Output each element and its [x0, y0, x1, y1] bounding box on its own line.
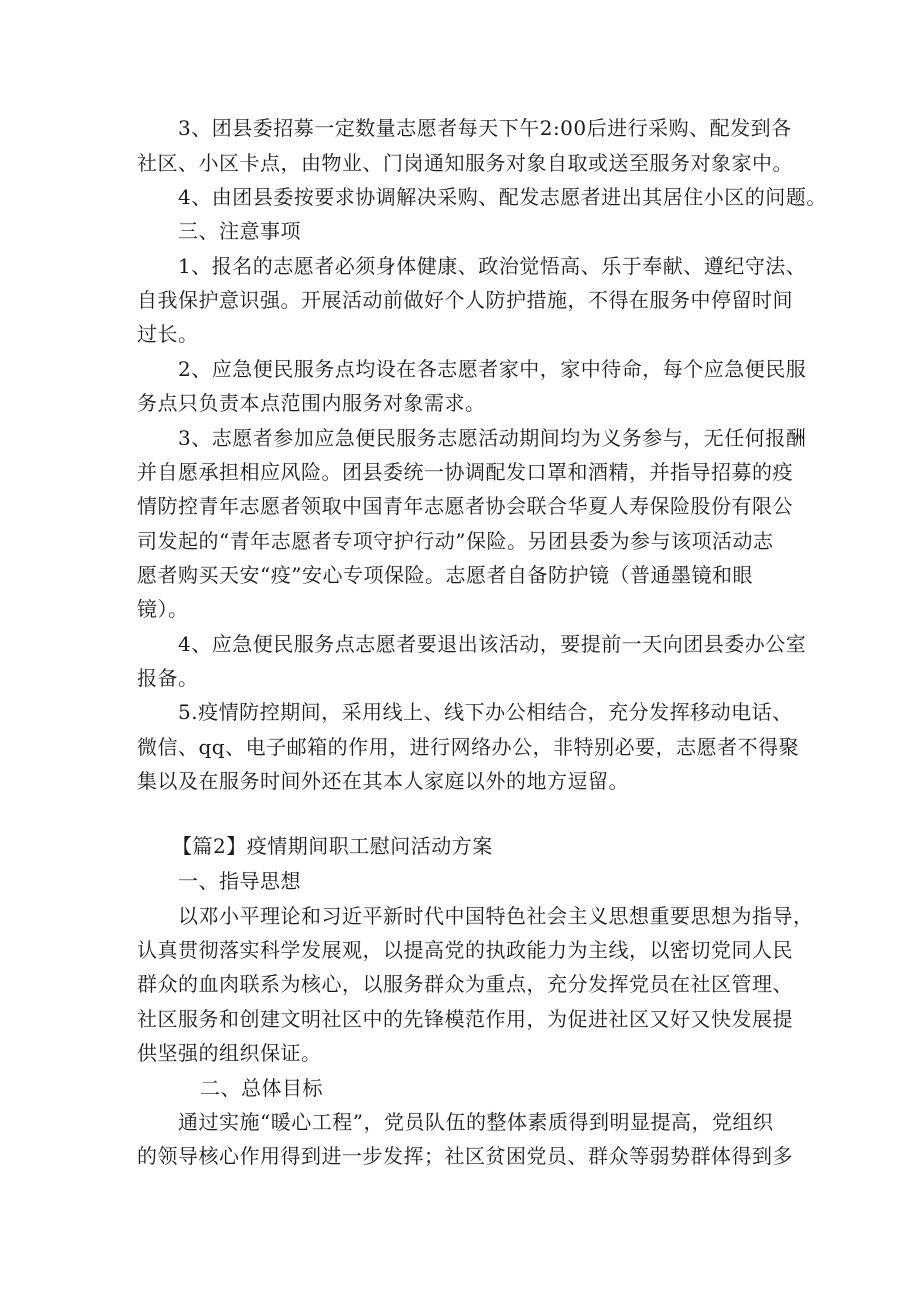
paragraph-line: 5.疫情防控期间，采用线上、线下办公相结合，充分发挥移动电话、	[178, 700, 793, 724]
section-heading: 一、指导思想	[178, 869, 301, 893]
paragraph-line: 通过实施“暖心工程”，党员队伍的整体素质得到明显提高，党组织	[178, 1110, 774, 1134]
paragraph-line: 集以及在服务时间外还在其本人家庭以外的地方逗留。	[137, 769, 629, 793]
paragraph-line: 镜）。	[137, 597, 189, 621]
paragraph-line: 报备。	[137, 666, 199, 690]
paragraph-line: 4、由团县委按要求协调解决采购、配发志愿者进出其居住小区的问题。	[178, 185, 827, 209]
paragraph-line: 社区服务和创建文明社区中的先锋模范作用，为促进社区又好又快发展提	[137, 1007, 793, 1031]
paragraph-line: 社区、小区卡点，由物业、门岗通知服务对象自取或送至服务对象家中。	[137, 151, 793, 175]
section-heading: 二、总体目标	[200, 1076, 323, 1100]
paragraph-line: 过长。	[137, 322, 199, 346]
paragraph-line: 3、志愿者参加应急便民服务志愿活动期间均为义务参与，无任何报酬	[178, 426, 807, 450]
paragraph-line: 供坚强的组织保证。	[137, 1041, 322, 1065]
paragraph-line: 自我保护意识强。开展活动前做好个人防护措施，不得在服务中停留时间	[137, 288, 793, 312]
article-title: 【篇2】疫情期间职工慰问活动方案	[172, 834, 493, 858]
paragraph-line: 群众的血肉联系为核心，以服务群众为重点，充分发挥党员在社区管理、	[137, 972, 793, 996]
paragraph-line: 2、应急便民服务点均设在各志愿者家中，家中待命，每个应急便民服	[178, 357, 807, 381]
paragraph-line: 愿者购买天安“疫”安心专项保险。志愿者自备防护镜（普通墨镜和眼	[137, 563, 753, 587]
paragraph-line: 务点只负责本点范围内服务对象需求。	[137, 391, 486, 415]
paragraph-line: 并自愿承担相应风险。团县委统一协调配发口罩和酒精，并指导招募的疫	[137, 460, 793, 484]
paragraph-line: 认真贯彻落实科学发展观，以提高党的执政能力为主线，以密切党同人民	[137, 938, 793, 962]
paragraph-line: 4、应急便民服务点志愿者要退出该活动，要提前一天向团县委办公室	[178, 632, 807, 656]
paragraph-line: 以邓小平理论和习近平新时代中国特色社会主义思想重要思想为指导，	[178, 904, 814, 928]
paragraph-line: 1、报名的志愿者必须身体健康、政治觉悟高、乐于奉献、遵纪守法、	[178, 254, 807, 278]
paragraph-line: 3、团县委招募一定数量志愿者每天下午2:00后进行采购、配发到各	[178, 116, 792, 140]
paragraph-line: 的领导核心作用得到进一步发挥；社区贫困党员、群众等弱势群体得到多	[137, 1144, 793, 1168]
section-heading: 三、注意事项	[178, 219, 301, 243]
paragraph-line: 微信、qq、电子邮箱的作用，进行网络办公，非特别必要，志愿者不得聚	[137, 735, 800, 759]
paragraph-line: 情防控青年志愿者领取中国青年志愿者协会联合华夏人寿保险股份有限公	[137, 494, 793, 518]
paragraph-line: 司发起的“青年志愿者专项守护行动”保险。另团县委为参与该项活动志	[137, 529, 774, 553]
